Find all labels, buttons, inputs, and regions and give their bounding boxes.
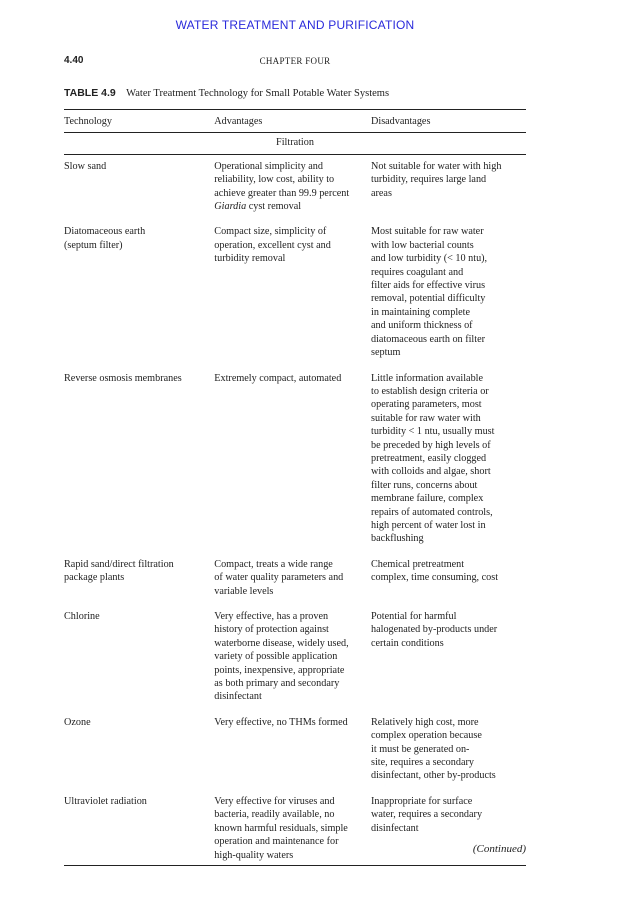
- advantages-line: operation, excellent cyst and: [214, 239, 331, 251]
- advantages-line: of water quality parameters and: [214, 572, 344, 584]
- chapter-label: CHAPTER FOUR: [259, 56, 331, 66]
- cell-technology: [64, 550, 214, 602]
- continued-label: [64, 843, 526, 855]
- advantages-line: disinfectant: [214, 691, 262, 703]
- disadvantages-line: with low bacterial counts: [371, 239, 474, 251]
- advantages-line: Compact size, simplicity of: [214, 226, 327, 238]
- disadvantages-line: membrane failure, complex: [371, 493, 484, 505]
- technology-line: Reverse osmosis membranes: [64, 372, 182, 384]
- technology-line: Ozone: [64, 716, 91, 728]
- continued-text: (Continued): [472, 843, 526, 855]
- table-row: [64, 154, 526, 217]
- table-label: TABLE 4.9: [64, 87, 116, 99]
- disadvantages-line: site, requires a secondary: [371, 757, 474, 769]
- cell-technology: [64, 708, 214, 787]
- table-body: [64, 133, 526, 866]
- header-advantages: Advantages: [214, 110, 371, 133]
- disadvantages-line: operating parameters, most: [371, 399, 482, 411]
- disadvantages-line: certain conditions: [371, 637, 444, 649]
- disadvantages-line: Inappropriate for surface: [371, 795, 473, 807]
- cell-disadvantages: [371, 154, 526, 217]
- disadvantages-line: Not suitable for water with high: [371, 160, 502, 172]
- disadvantages-line: turbidity, requires large land: [371, 174, 487, 186]
- disadvantages-line: suitable for raw water with: [371, 412, 481, 424]
- technology-line: (septum filter): [64, 239, 123, 251]
- advantages-line: Operational simplicity and: [214, 160, 323, 172]
- cell-technology: [64, 154, 214, 217]
- advantages-line: history of protection against: [214, 624, 329, 636]
- advantages-line: bacteria, readily available, no: [214, 809, 335, 821]
- disadvantages-line: and uniform thickness of: [371, 320, 473, 332]
- technology-line: Chlorine: [64, 611, 100, 622]
- advantages-line: cyst removal: [246, 201, 302, 213]
- cell-technology: [64, 364, 214, 550]
- disadvantages-line: diatomaceous earth on filter: [371, 333, 485, 345]
- disadvantages-line: and low turbidity (< 10 ntu),: [371, 253, 488, 265]
- cell-advantages: [214, 154, 371, 217]
- section-filtration: Filtration: [64, 133, 526, 154]
- advantages-line: achieve greater than 99.9 percent: [214, 187, 350, 199]
- cell-disadvantages: [371, 550, 526, 602]
- disadvantages-line: filter aids for effective virus: [371, 280, 486, 292]
- disadvantages-line: Little information available: [371, 372, 484, 384]
- advantages-line: variable levels: [214, 585, 274, 597]
- cell-advantages: [214, 602, 371, 708]
- cell-advantages: [214, 708, 371, 787]
- cell-advantages: [214, 217, 371, 363]
- disadvantages-line: Most suitable for raw water: [371, 226, 484, 238]
- advantages-line: as both primary and secondary: [214, 678, 340, 690]
- technology-line: Rapid sand/direct filtration: [64, 558, 174, 570]
- advantages-line: turbidity removal: [214, 253, 286, 265]
- disadvantages-line: disinfectant: [371, 822, 419, 834]
- disadvantages-line: removal, potential difficulty: [371, 293, 486, 305]
- disadvantages-line: repairs of automated controls,: [371, 506, 493, 518]
- advantages-line: points, inexpensive, appropriate: [214, 664, 345, 676]
- advantages-line: reliability, low cost, ability to: [214, 174, 335, 186]
- disadvantages-line: high percent of water lost in: [371, 519, 486, 531]
- technology-line: Diatomaceous earth: [64, 226, 146, 238]
- technology-table: [64, 109, 526, 866]
- disadvantages-line: Relatively high cost, more: [371, 716, 479, 728]
- running-head: WATER TREATMENT AND PURIFICATION: [175, 18, 415, 32]
- disadvantages-line: complex operation because: [371, 730, 482, 742]
- advantages-line: Very effective, has a proven: [214, 611, 329, 622]
- disadvantages-line: filter runs, concerns about: [371, 479, 478, 491]
- header-technology: Technology: [64, 110, 214, 133]
- disadvantages-line: turbidity < 1 ntu, usually must: [371, 426, 495, 438]
- disadvantages-line: areas: [371, 187, 392, 199]
- disadvantages-line: water, requires a secondary: [371, 809, 483, 821]
- table-row: [64, 708, 526, 787]
- disadvantages-line: Potential for harmful: [371, 611, 457, 622]
- table-caption: [64, 87, 389, 99]
- cell-advantages: [214, 364, 371, 550]
- disadvantages-line: backflushing: [371, 533, 424, 545]
- cell-disadvantages: [371, 364, 526, 550]
- section-row: [64, 133, 526, 154]
- disadvantages-line: septum: [371, 347, 401, 359]
- table-row: [64, 550, 526, 602]
- advantages-line: waterborne disease, widely used,: [214, 637, 349, 649]
- cell-disadvantages: [371, 708, 526, 787]
- cell-advantages: [214, 550, 371, 602]
- advantages-line: Compact, treats a wide range: [214, 558, 333, 570]
- disadvantages-line: complex, time consuming, cost: [371, 572, 499, 584]
- disadvantages-line: with colloids and algae, short: [371, 466, 491, 478]
- disadvantages-line: be preceded by high levels of: [371, 439, 491, 451]
- table-header-row: [64, 110, 526, 133]
- cell-disadvantages: [371, 217, 526, 363]
- table-row: [64, 217, 526, 363]
- table-title: Water Treatment Technology for Small Potable Water Systems: [126, 88, 390, 99]
- disadvantages-line: disinfectant, other by-products: [371, 770, 496, 782]
- cell-disadvantages: [371, 602, 526, 708]
- page-number: 4.40: [64, 55, 84, 66]
- header-disadvantages: Disadvantages: [371, 110, 526, 133]
- advantages-line: operation and maintenance for: [214, 836, 339, 848]
- disadvantages-line: pretreatment, easily clogged: [371, 452, 487, 464]
- disadvantages-line: in maintaining complete: [371, 306, 471, 318]
- advantages-line: Extremely compact, automated: [214, 372, 342, 384]
- disadvantages-line: Chemical pretreatment: [371, 558, 465, 570]
- advantages-line: Very effective, no THMs formed: [214, 716, 348, 728]
- table-row: [64, 602, 526, 708]
- cell-technology: [64, 217, 214, 363]
- disadvantages-line: requires coagulant and: [371, 266, 464, 278]
- technology-line: Slow sand: [64, 160, 107, 172]
- advantages-line: variety of possible application: [214, 651, 338, 663]
- advantages-line: Very effective for viruses and: [214, 795, 335, 807]
- disadvantages-line: halogenated by-products under: [371, 624, 498, 636]
- technology-line: Ultraviolet radiation: [64, 795, 147, 807]
- table-row: [64, 364, 526, 550]
- disadvantages-line: it must be generated on-: [371, 743, 470, 755]
- advantages-line: known harmful residuals, simple: [214, 822, 348, 834]
- cell-technology: [64, 602, 214, 708]
- disadvantages-line: to establish design criteria or: [371, 385, 489, 397]
- technology-line: package plants: [64, 572, 125, 584]
- advantages-line: high-quality waters: [214, 849, 294, 861]
- advantages-italic-term: Giardia: [214, 201, 247, 213]
